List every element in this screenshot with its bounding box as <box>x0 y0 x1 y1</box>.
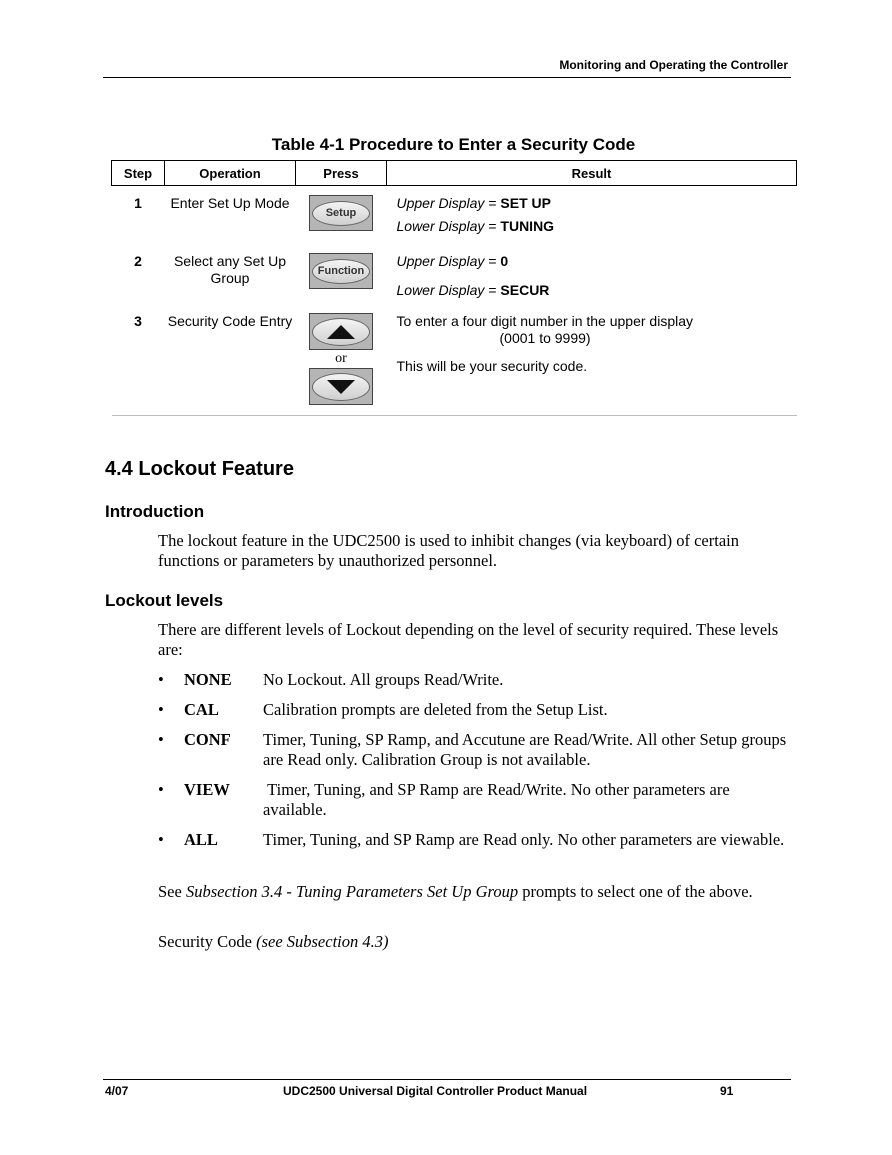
column-header-result: Result <box>387 161 797 186</box>
result-instruction: To enter a four digit number in the upper display <box>396 313 694 329</box>
table-row <box>112 253 797 313</box>
list-item <box>158 670 788 690</box>
operation-cell: Select any Set Up Group <box>173 253 287 286</box>
list-item <box>158 830 788 850</box>
step-number: 2 <box>134 253 142 269</box>
level-description: Timer, Tuning, and SP Ramp are Read/Write. No other parameters are available. <box>263 780 734 819</box>
setup-key-icon <box>309 195 373 231</box>
level-description: No Lockout. All groups Read/Write. <box>263 670 504 689</box>
procedure-table <box>111 160 797 416</box>
security-code-text <box>158 932 788 952</box>
footer-date: 4/07 <box>105 1084 129 1098</box>
upper-display-value: SET UP <box>500 195 551 211</box>
table-row <box>112 313 797 416</box>
upper-display-value: 0 <box>500 253 509 269</box>
level-description: Timer, Tuning, and SP Ramp are Read only. No other parameters are viewable. <box>263 830 785 849</box>
level-name: NONE <box>184 670 232 689</box>
lower-display-line <box>397 218 797 235</box>
bullet: • <box>158 730 164 749</box>
bullet: • <box>158 670 164 689</box>
press-cell <box>296 313 387 416</box>
column-header-operation: Operation <box>165 161 296 186</box>
see-prefix: See <box>158 882 186 901</box>
level-name: ALL <box>184 830 218 849</box>
result-cell <box>387 253 797 313</box>
level-name: CONF <box>184 730 231 749</box>
step-number: 3 <box>112 313 165 416</box>
table-title: Table 4-1 Procedure to Enter a Security Code <box>271 135 636 154</box>
result-cell <box>387 186 797 254</box>
table-header-row <box>112 161 797 186</box>
upper-display-label: Upper Display <box>396 195 485 211</box>
list-item <box>158 730 788 770</box>
table-row <box>112 186 797 254</box>
lower-display-value: SECUR <box>500 282 550 298</box>
result-cell <box>387 313 797 416</box>
upper-display-line <box>397 253 797 270</box>
up-arrow-key-icon <box>309 313 373 350</box>
step-number: 1 <box>134 195 142 211</box>
down-arrow-key-icon <box>309 368 373 405</box>
level-name: CAL <box>184 700 219 719</box>
footer-rule <box>103 1079 791 1080</box>
column-header-press: Press <box>296 161 387 186</box>
equals-sign: = <box>484 195 501 211</box>
lockout-levels-heading: Lockout levels <box>105 591 224 610</box>
upper-display-line <box>397 195 797 212</box>
lockout-levels-list <box>158 670 788 860</box>
subsection-reference: Subsection 3.4 - Tuning Parameters Set Up Group <box>185 882 519 901</box>
see-subsection-text <box>158 882 778 902</box>
security-code-label: Security Code <box>158 932 257 951</box>
function-key-icon <box>309 253 373 289</box>
list-item <box>158 700 788 720</box>
bullet: • <box>158 830 164 849</box>
see-suffix: prompts to select one of the above. <box>518 882 753 901</box>
result-range: (0001 to 9999) <box>499 330 591 346</box>
footer-manual-title: UDC2500 Universal Digital Controller Product Manual <box>283 1084 588 1098</box>
introduction-heading: Introduction <box>105 502 205 521</box>
equals-sign: = <box>484 282 501 298</box>
page-number: 91 <box>720 1084 734 1098</box>
lower-display-label: Lower Display <box>396 282 485 298</box>
press-cell <box>296 186 387 254</box>
column-header-step: Step <box>112 161 165 186</box>
operation-cell: Security Code Entry <box>165 313 296 416</box>
down-arrow-icon <box>326 379 356 395</box>
result-note: This will be your security code. <box>396 358 588 374</box>
lower-display-label: Lower Display <box>396 218 485 234</box>
lower-display-line <box>397 282 797 299</box>
bullet: • <box>158 700 164 719</box>
list-item <box>158 780 788 820</box>
bullet: • <box>158 780 164 799</box>
lockout-levels-intro: There are different levels of Lockout depending on the level of security required. These levels are: <box>158 620 779 659</box>
equals-sign: = <box>484 218 501 234</box>
press-cell <box>296 253 387 313</box>
lower-display-value: TUNING <box>500 218 555 234</box>
function-key-label: Function <box>312 259 370 284</box>
level-description: Timer, Tuning, SP Ramp, and Accutune are Read/Write. All other Setup groups are Read only. Calibration Group is not available. <box>263 730 787 769</box>
equals-sign: = <box>484 253 501 269</box>
header-rule <box>103 77 791 78</box>
upper-display-label: Upper Display <box>396 253 485 269</box>
level-name: VIEW <box>184 780 230 799</box>
introduction-text: The lockout feature in the UDC2500 is used to inhibit changes (via keyboard) of certain functions or parameters by unauthorized personnel. <box>158 531 739 570</box>
running-header: Monitoring and Operating the Controller <box>559 58 788 72</box>
operation-cell: Enter Set Up Mode <box>170 195 290 211</box>
section-heading: 4.4 Lockout Feature <box>105 458 294 480</box>
security-code-reference: (see Subsection 4.3) <box>256 932 389 951</box>
up-arrow-icon <box>326 324 356 340</box>
or-text: or <box>335 351 347 366</box>
setup-key-label: Setup <box>312 201 370 226</box>
level-description: Calibration prompts are deleted from the Setup List. <box>263 700 608 719</box>
